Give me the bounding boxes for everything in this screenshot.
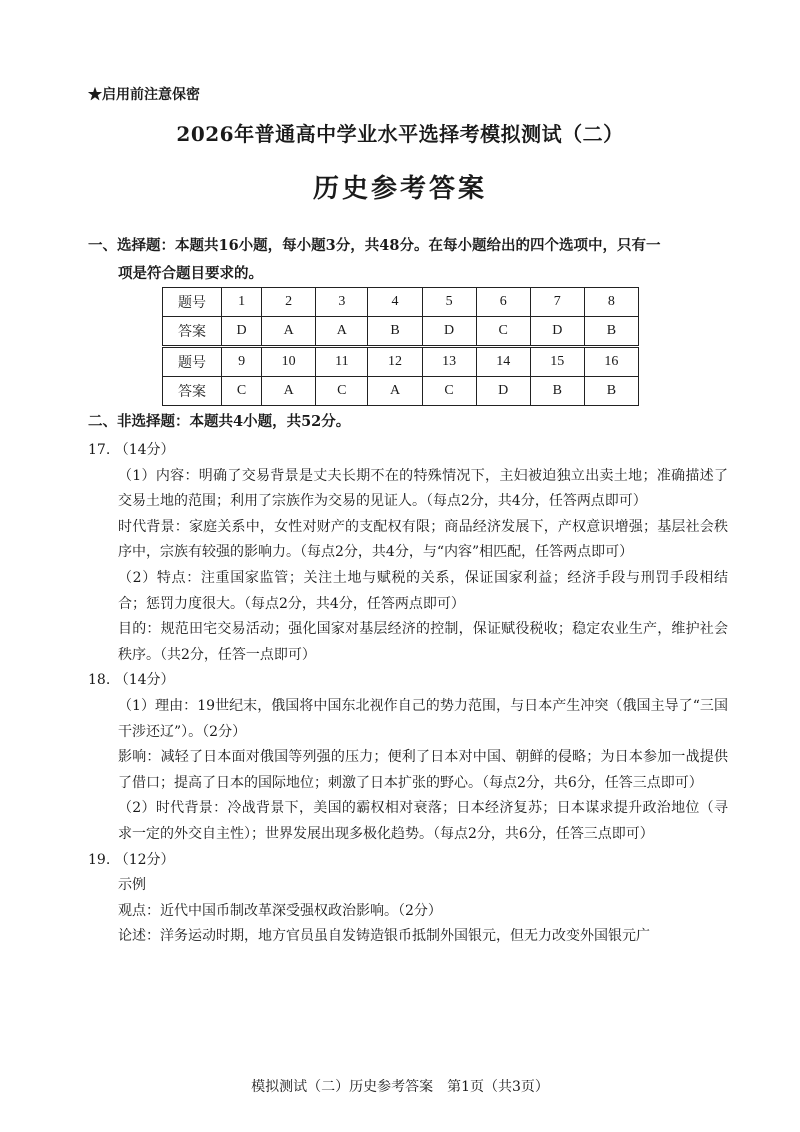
row-label-answer: 答案: [163, 377, 222, 406]
row-label-answer: 答案: [163, 317, 222, 347]
q19-argument: 论述：洋务运动时期，地方官员虽自发铸造银币抵制外国银元，但无力改变外国银元广: [118, 928, 650, 945]
question-number: 1: [222, 288, 262, 317]
q17-part2-features: （2）特点：注重国家监管；关注土地与赋税的关系，保证国家利益；经济手段与刑罚手段相结合；惩罚力度很大。（每点2分，共4分，任答两点即可）: [118, 569, 728, 612]
table-row-answers-2: [163, 377, 639, 406]
question-number: 3: [316, 288, 368, 317]
question-number: 16: [584, 347, 638, 377]
q19-example-label: 示例: [118, 877, 146, 894]
question-18-number: 18. （14分）: [88, 672, 175, 689]
question-number: 7: [530, 288, 584, 317]
answer-cell: D: [476, 377, 530, 406]
answer-cell: A: [368, 377, 422, 406]
answer-body: [88, 438, 728, 950]
row-label-num: 题号: [163, 347, 222, 377]
answer-cell: C: [476, 317, 530, 347]
answer-table: [162, 287, 639, 406]
question-number: 4: [368, 288, 422, 317]
question-number: 13: [422, 347, 476, 377]
question-number: 9: [222, 347, 262, 377]
question-number: 5: [422, 288, 476, 317]
table-row-answers-1: [163, 317, 639, 347]
answer-cell: A: [316, 317, 368, 347]
q17-part1-content: （1）内容：明确了交易背景是丈夫长期不在的特殊情况下，主妇被迫独立出卖土地；准确描述了交易土地的范围；利用了宗族作为交易的见证人。（每点2分，共4分，任答两点即可）: [118, 467, 728, 510]
answer-cell: D: [530, 317, 584, 347]
table-row-nums-1: [163, 288, 639, 317]
document-title: 历史参考答案: [312, 174, 487, 204]
answer-cell: B: [584, 377, 638, 406]
answer-cell: B: [530, 377, 584, 406]
question-number: 8: [584, 288, 638, 317]
section1-line1: 一、选择题：本题共16小题，每小题3分，共48分。在每小题给出的四个选项中，只有一: [88, 237, 661, 254]
answer-cell: C: [422, 377, 476, 406]
confidential-notice: ★启用前注意保密: [88, 87, 200, 103]
q17-part1-background: 时代背景：家庭关系中，女性对财产的支配权有限；商品经济发展下，产权意识增强；基层社会秩序中，宗族有较强的影响力。（每点2分，共4分，与“内容”相匹配，任答两点即可）: [118, 518, 728, 561]
q18-part1-impact: 影响：减轻了日本面对俄国等列强的压力；便利了日本对中国、朝鲜的侵略；为日本参加一战提供了借口；提高了日本的国际地位；刺激了日本扩张的野心。（每点2分，共6分，任答三点即可）: [118, 749, 728, 791]
question-number: 12: [368, 347, 422, 377]
answer-cell: B: [584, 317, 638, 347]
answer-cell: D: [222, 317, 262, 347]
question-number: 2: [262, 288, 316, 317]
q18-part2-background: （2）时代背景：冷战背景下，美国的霸权相对衰落；日本经济复苏；日本谋求提升政治地位（寻求一定的外交自主性）；世界发展出现多极化趋势。（每点2分，共6分，任答三点即可）: [118, 800, 728, 842]
section1-line2: 项是符合题目要求的。: [118, 265, 263, 282]
section1-heading: [88, 232, 728, 288]
question-number: 14: [476, 347, 530, 377]
question-17-number: 17. （14分）: [88, 442, 175, 458]
answer-cell: B: [368, 317, 422, 347]
q18-part1-reason: （1）理由：19世纪末，俄国将中国东北视作自己的势力范围，与日本产生冲突（俄国主导了“三国干涉还辽”）。（2分）: [118, 697, 728, 740]
answer-cell: A: [262, 377, 316, 406]
question-19-number: 19. （12分）: [88, 851, 175, 868]
row-label-num: 题号: [163, 288, 222, 317]
question-number: 10: [262, 347, 316, 377]
q19-viewpoint: 观点：近代中国币制改革深受强权政治影响。（2分）: [118, 902, 442, 919]
question-number: 15: [530, 347, 584, 377]
answer-cell: D: [422, 317, 476, 347]
question-number: 6: [476, 288, 530, 317]
q17-part2-purpose: 目的：规范田宅交易活动；强化国家对基层经济的控制，保证赋役税收；稳定农业生产，维护社会秩序。（共2分，任答一点即可）: [118, 621, 728, 663]
answer-cell: C: [222, 377, 262, 406]
answer-cell: C: [316, 377, 368, 406]
table-row-nums-2: [163, 347, 639, 377]
exam-title: 2026年普通高中学业水平选择考模拟测试（二）: [176, 122, 624, 146]
question-number: 11: [316, 347, 368, 377]
section2-heading: 二、非选择题：本题共4小题，共52分。: [88, 413, 351, 430]
answer-cell: A: [262, 317, 316, 347]
page-footer: 模拟测试（二）历史参考答案 第1页（共3页）: [251, 1079, 549, 1095]
